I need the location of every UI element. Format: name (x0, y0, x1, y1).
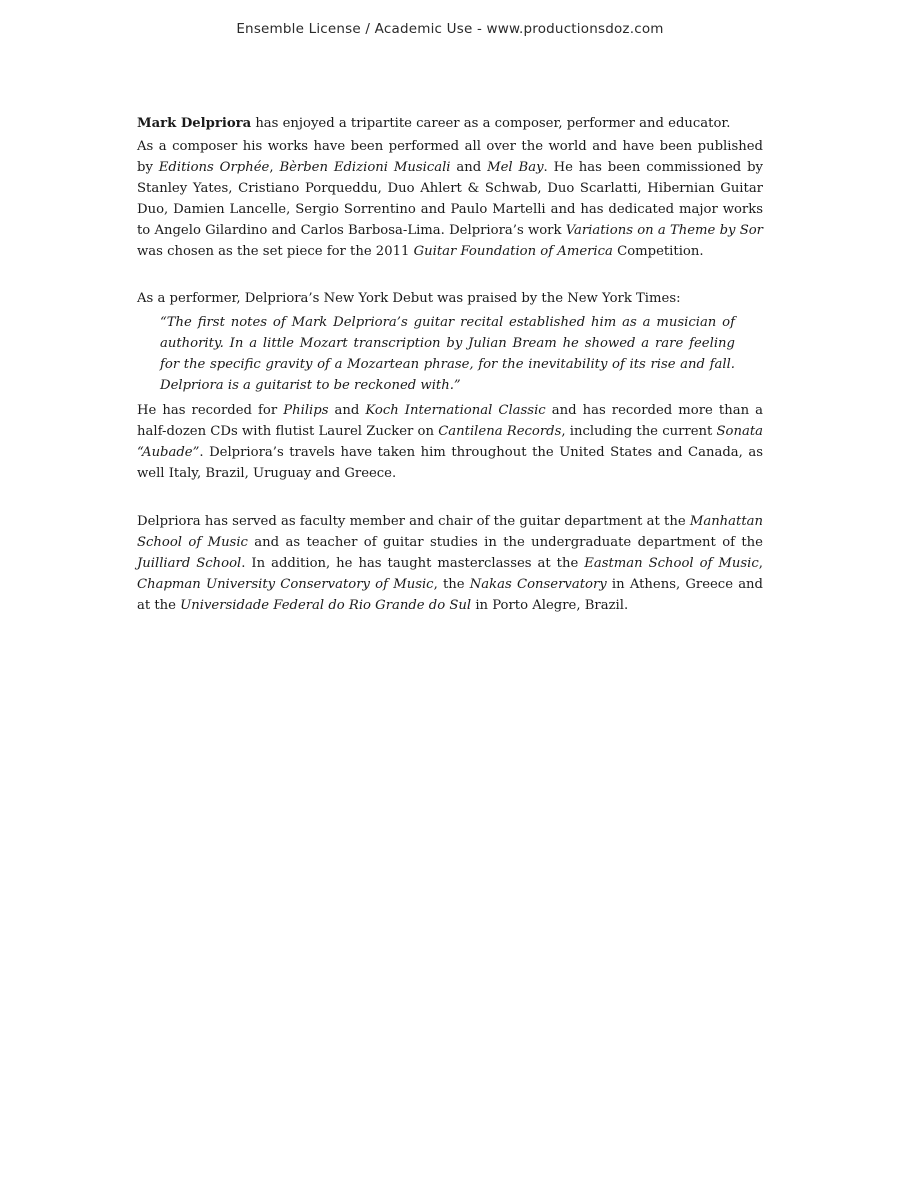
label-philips: Philips (283, 403, 329, 418)
recordings-paragraph (137, 400, 763, 484)
text-run: was chosen as the set piece for the 2011 (137, 244, 414, 259)
text-run: As a composer his works have been performed all over the world and have been published by (137, 139, 763, 175)
text-run: , (758, 556, 763, 571)
performer-paragraph: As a performer, Delpriora’s New York Debut was praised by the New York Times: (137, 291, 681, 306)
publisher-berben: Bèrben Edizioni Musicali (279, 160, 451, 175)
press-quote: “The first notes of Mark Delpriora’s guitar recital established him as a musician of authority. In a little Mozart transcription by Julian Bream he showed a rare feeling for the specific gravity of a Mozartean phrase, for the inevitability of its rise and fall. Delpriora is a guitarist to be reckoned with.” (160, 315, 735, 393)
school-ufrgs: Universidade Federal do Rio Grande do Sul (180, 598, 472, 613)
text-run: , the (433, 577, 470, 592)
text-run: , including the current (561, 424, 717, 439)
text-run: and (328, 403, 366, 418)
text-run: in Athens, Greece and at the (137, 577, 763, 613)
school-manhattan: Manhattan School of Music (137, 514, 763, 550)
text-run: . In addition, he has taught masterclasses at the (241, 556, 585, 571)
label-cantilena: Cantilena Records (438, 424, 562, 439)
label-koch: Koch International Classic (365, 403, 546, 418)
composer-paragraph (137, 136, 763, 262)
school-eastman: Eastman School of Music (584, 556, 759, 571)
bio-intro-paragraph (137, 113, 763, 134)
text-run: , (269, 160, 280, 175)
text-run: He has recorded for (137, 403, 284, 418)
publisher-melbay: Mel Bay (487, 160, 544, 175)
text-run: Competition. (612, 244, 704, 259)
text-run: Delpriora has served as faculty member and chair of the guitar department at the (137, 514, 690, 529)
publisher-orphee: Editions Orphée (158, 160, 270, 175)
license-header: Ensemble License / Academic Use - www.productionsdoz.com (236, 21, 664, 37)
biography (137, 113, 763, 618)
school-nakas: Nakas Conservatory (469, 577, 607, 592)
text-run: . Delpriora’s travels have taken him throughout the United States and Canada, as well Italy, Brazil, Uruguay and Greece. (137, 445, 763, 481)
text-run: and (450, 160, 488, 175)
educator-paragraph (137, 511, 763, 616)
composer-name: Mark Delpriora (137, 116, 252, 131)
competition-name: Guitar Foundation of America (413, 244, 613, 259)
intro-text: has enjoyed a tripartite career as a composer, performer and educator. (251, 116, 731, 131)
text-run: in Porto Alegre, Brazil. (471, 598, 629, 613)
school-chapman: Chapman University Conservatory of Music (137, 577, 434, 592)
album-title: Sonata “Aubade” (137, 424, 764, 460)
text-run: . He has been commissioned by Stanley Yates, Cristiano Porqueddu, Duo Ahlert & Schwab, Duo Scarlatti, Hibernian Guitar Duo, Damien Lancelle, Sergio Sorrentino and Paulo Martelli and has dedicated major works to Angelo Gilardino and Carlos Barbosa-Lima. Delpriora’s work (137, 160, 764, 238)
text-run: and as teacher of guitar studies in the undergraduate department of the (247, 535, 763, 550)
school-juilliard: Juilliard School (137, 556, 242, 571)
work-title: Variations on a Theme by Sor (565, 223, 763, 238)
text-run: and has recorded more than a half-dozen CDs with flutist Laurel Zucker on (137, 403, 763, 439)
